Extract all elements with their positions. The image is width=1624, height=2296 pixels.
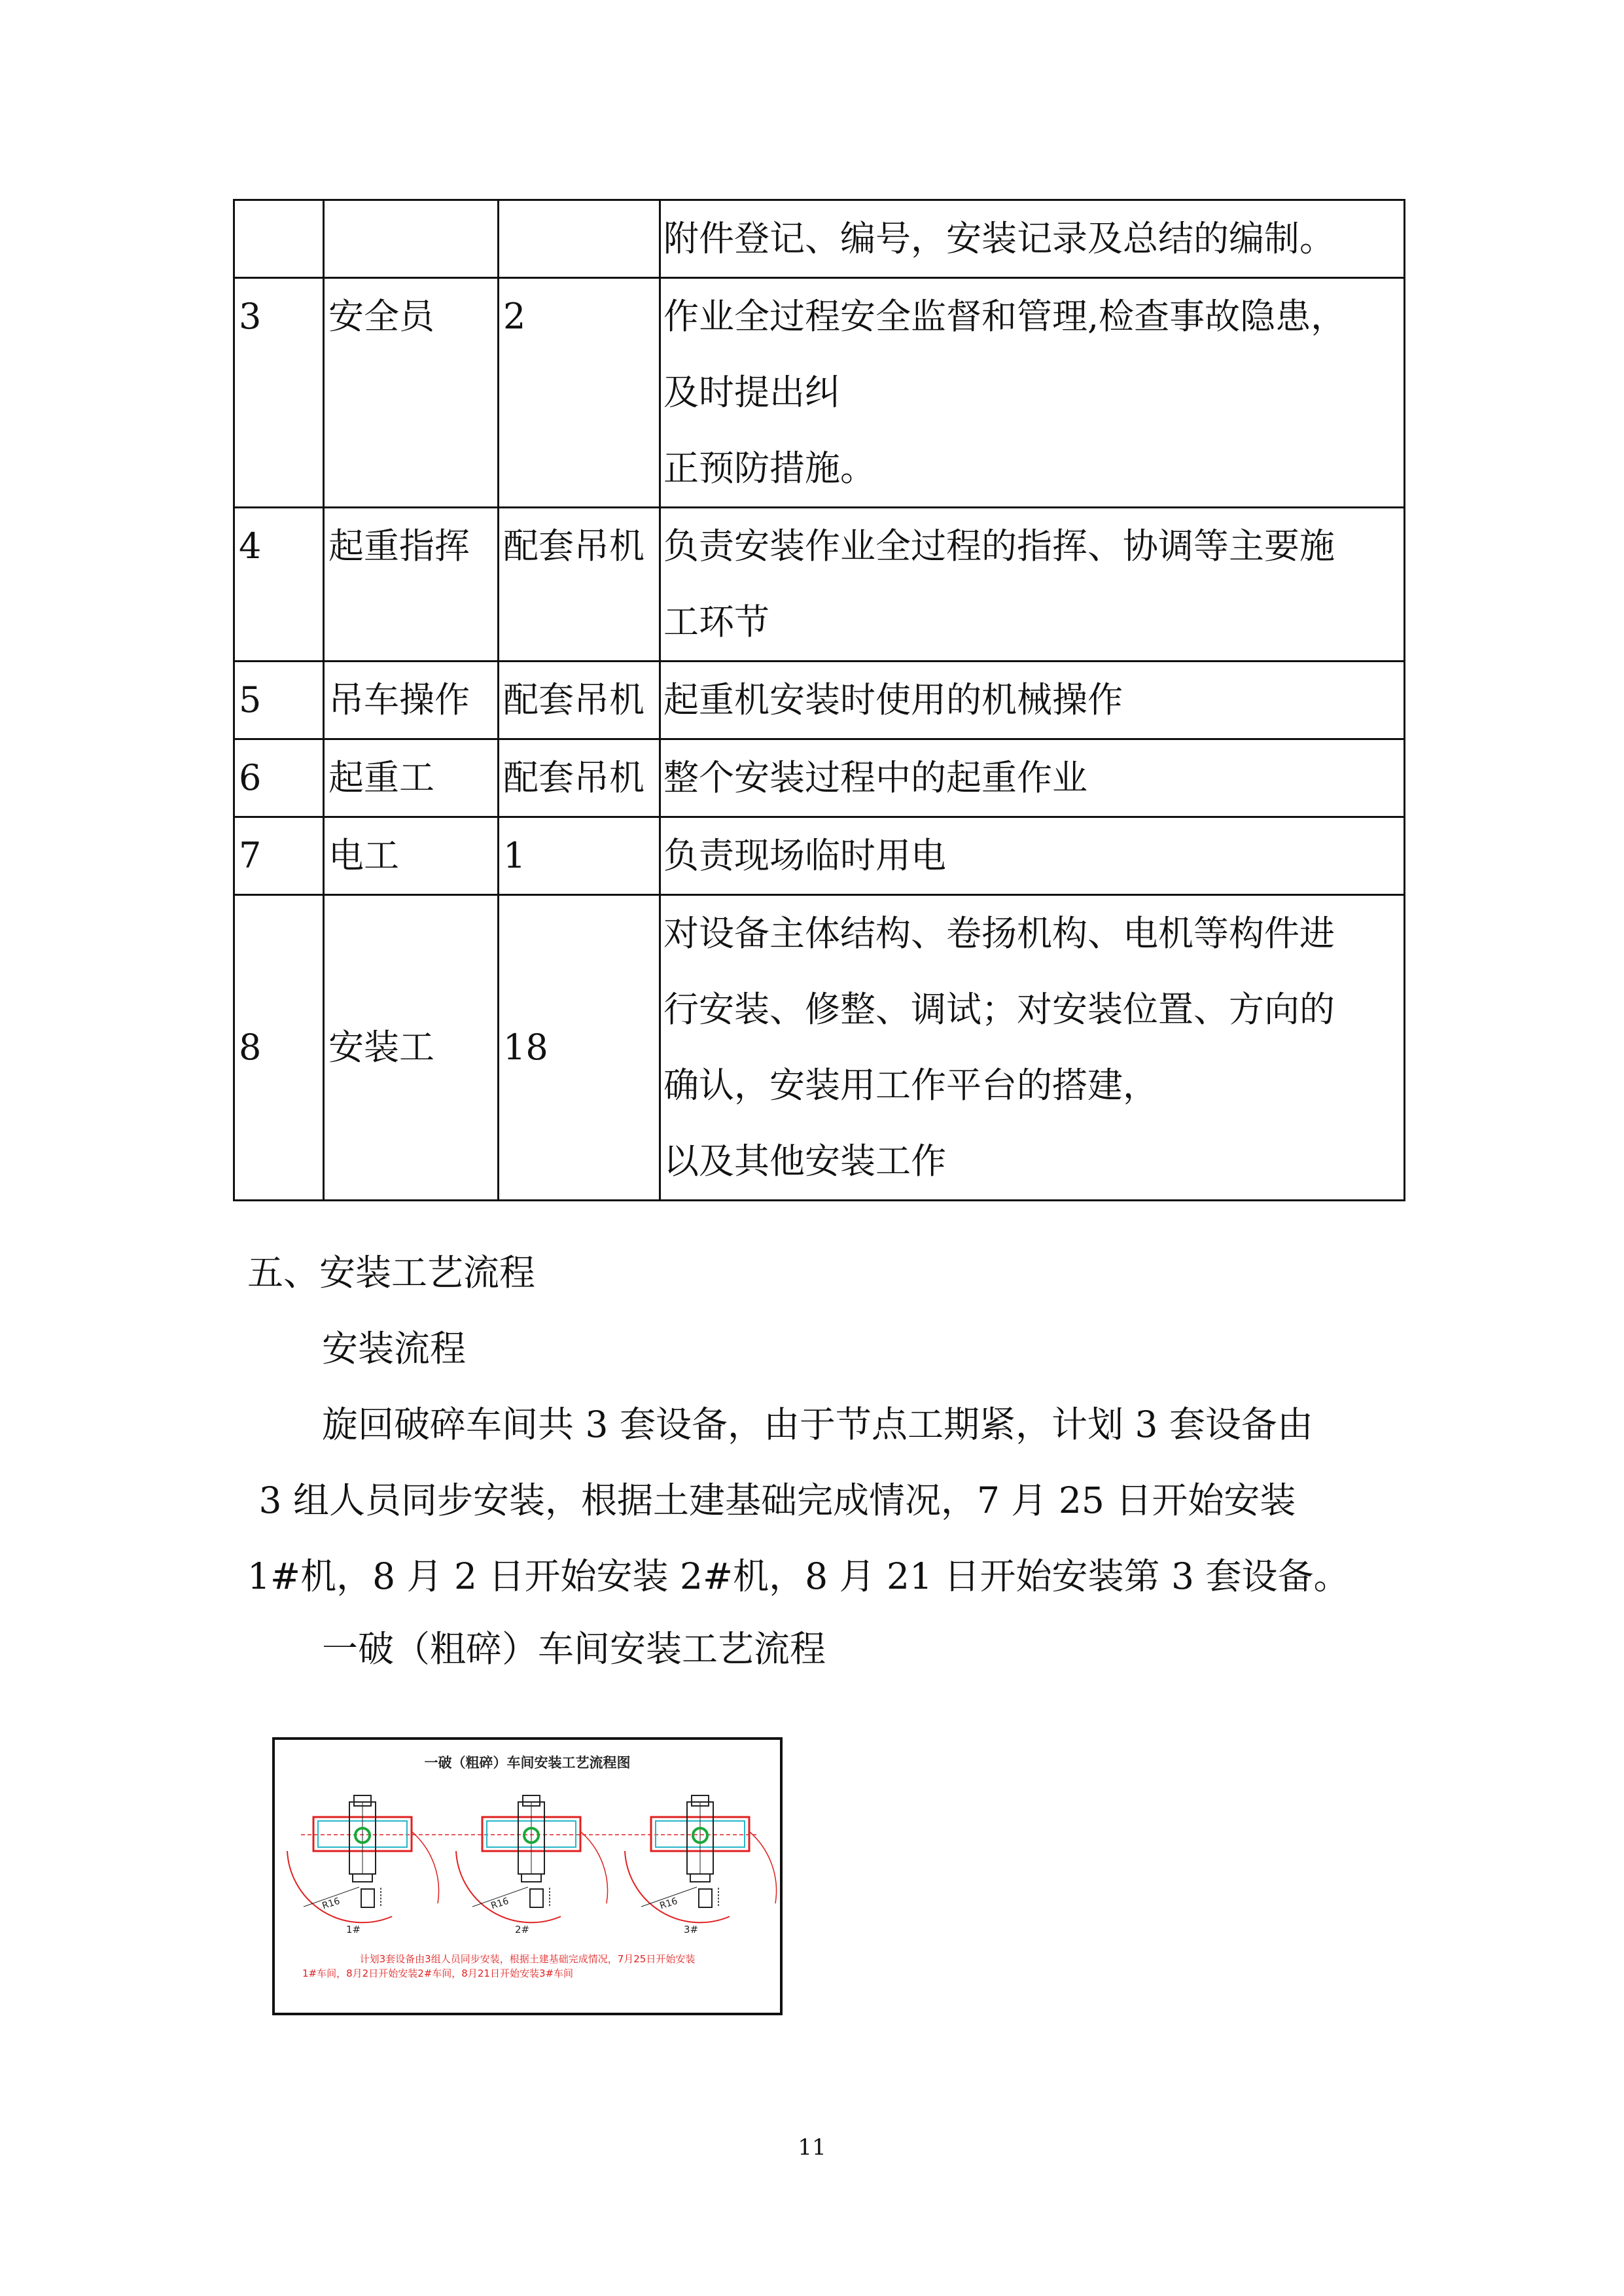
figure-note-line-2: 1#车间，8月2日开始安装2#车间，8月21日开始安装3#车间 xyxy=(302,1968,574,1979)
row-duties xyxy=(660,662,1405,739)
table-row xyxy=(234,817,1405,895)
row-number: 3 xyxy=(234,278,324,508)
unit-base xyxy=(690,1874,710,1882)
duty-line: 正预防措施。 xyxy=(663,448,875,489)
row-number: 6 xyxy=(234,739,324,817)
duty-line: 确认，安装用工作平台的搭建， xyxy=(663,1065,1158,1106)
row-role: 电工 xyxy=(324,817,499,895)
duty-line: 作业全过程安全监督和管理,检查事故隐患， xyxy=(663,296,1347,337)
row-number xyxy=(234,200,324,278)
staffing-table xyxy=(233,199,1405,1201)
duty-line: 及时提出纠 xyxy=(663,372,840,413)
table-row xyxy=(234,200,1405,278)
row-role: 安全员 xyxy=(324,278,499,508)
crane-box xyxy=(530,1889,543,1907)
table-row xyxy=(234,508,1405,662)
row-role xyxy=(324,200,499,278)
table-row xyxy=(234,662,1405,739)
row-duties xyxy=(660,817,1405,895)
crane-box xyxy=(361,1889,374,1907)
body-line-2: 3 组人员同步安装，根据土建基础完成情况，7 月 25 日开始安装 xyxy=(247,1479,1296,1521)
crane-box xyxy=(699,1889,712,1907)
row-role: 安装工 xyxy=(324,895,499,1201)
row-count: 18 xyxy=(499,895,660,1201)
figure-title: 一破（粗碎）车间安装工艺流程图 xyxy=(424,1755,631,1771)
duty-line: 起重机安装时使用的机械操作 xyxy=(663,679,1123,720)
unit-base xyxy=(353,1874,372,1882)
table-row xyxy=(234,895,1405,1201)
row-number: 7 xyxy=(234,817,324,895)
radius-arc xyxy=(580,1831,608,1903)
row-duties xyxy=(660,508,1405,662)
duty-line: 以及其他安装工作 xyxy=(663,1140,946,1182)
process-flow-figure xyxy=(272,1737,783,2015)
radius-arc xyxy=(412,1831,439,1903)
figure-note-line-1: 计划3套设备由3组人员同步安装，根据土建基础完成情况，7月25日开始安装 xyxy=(359,1953,696,1965)
body-line-3: 1#机，8 月 2 日开始安装 2#机，8 月 21 日开始安装第 3 套设备。 xyxy=(247,1555,1350,1597)
radius-label: R16 xyxy=(321,1896,342,1912)
duty-line: 对设备主体结构、卷扬机构、电机等构件进 xyxy=(663,913,1335,954)
row-number: 4 xyxy=(234,508,324,662)
row-count: 配套吊机 xyxy=(499,739,660,817)
row-duties xyxy=(660,278,1405,508)
section-subheading: 安装流程 xyxy=(322,1328,467,1369)
duty-line: 工环节 xyxy=(663,601,769,643)
row-role: 起重工 xyxy=(324,739,499,817)
row-number: 8 xyxy=(234,895,324,1201)
page-number: 11 xyxy=(798,2134,826,2161)
figure-caption: 一破（粗碎）车间安装工艺流程 xyxy=(322,1628,826,1670)
row-count xyxy=(499,200,660,278)
radius-arc xyxy=(749,1831,777,1903)
section-heading: 五、安装工艺流程 xyxy=(247,1252,536,1294)
duty-line: 整个安装过程中的起重作业 xyxy=(663,757,1087,798)
row-duties xyxy=(660,200,1405,278)
row-role: 起重指挥 xyxy=(324,508,499,662)
row-number: 5 xyxy=(234,662,324,739)
row-role: 吊车操作 xyxy=(324,662,499,739)
row-duties xyxy=(660,895,1405,1201)
duty-line: 负责现场临时用电 xyxy=(663,835,946,876)
radius-label: R16 xyxy=(489,1896,510,1912)
duty-line: 行安装、修整、调试；对安装位置、方向的 xyxy=(663,989,1335,1030)
unit-label: 2# xyxy=(514,1924,530,1935)
row-count: 2 xyxy=(499,278,660,508)
body-line-1: 旋回破碎车间共 3 套设备，由于节点工期紧，计划 3 套设备由 xyxy=(322,1404,1313,1445)
table-row xyxy=(234,278,1405,508)
duty-line: 负责安装作业全过程的指挥、协调等主要施 xyxy=(663,525,1335,567)
row-count: 配套吊机 xyxy=(499,508,660,662)
radius-label: R16 xyxy=(658,1896,679,1912)
row-count: 1 xyxy=(499,817,660,895)
unit-label: 3# xyxy=(683,1924,699,1935)
unit-base xyxy=(521,1874,541,1882)
row-duties xyxy=(660,739,1405,817)
duty-line: 附件登记、编号，安装记录及总结的编制。 xyxy=(663,218,1335,259)
unit-label: 1# xyxy=(345,1924,361,1935)
row-count: 配套吊机 xyxy=(499,662,660,739)
table-row xyxy=(234,739,1405,817)
